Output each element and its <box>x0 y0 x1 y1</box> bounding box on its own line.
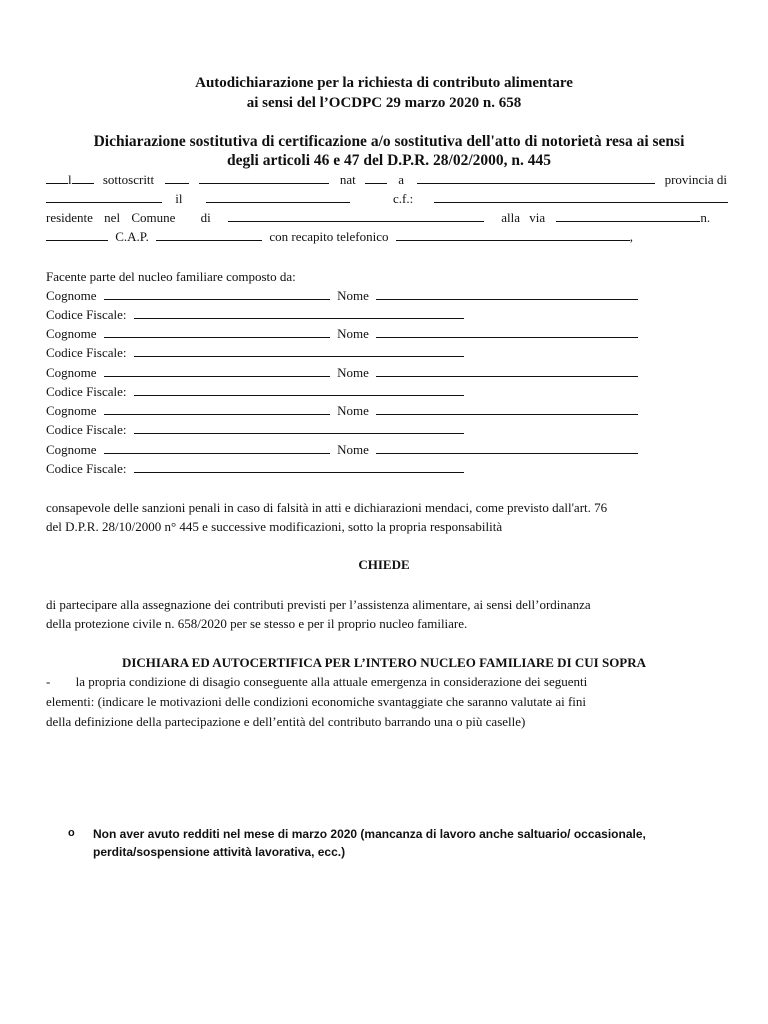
condizione-line3: della definizione della partecipazione e dell’entità del contributo barrando una o più caselle) <box>46 714 526 729</box>
cognome-label: Cognome <box>46 288 97 303</box>
birthdate-field[interactable] <box>206 190 350 203</box>
comune-field[interactable] <box>228 209 484 222</box>
sottoscritt-label: sottoscritt <box>102 172 155 187</box>
checkbox-bullet-icon[interactable]: o <box>68 827 75 839</box>
codice-fiscale-field[interactable] <box>134 460 464 473</box>
nome-label: Nome <box>337 288 369 303</box>
cognome-field[interactable] <box>104 364 330 377</box>
il-label: il <box>175 191 183 206</box>
subtitle-line1: Dichiarazione sostitutiva di certificazione a/o sostitutiva dell'atto di notorietà resa ai sensi <box>93 133 685 150</box>
codice-fiscale-label: Codice Fiscale: <box>46 345 127 360</box>
cap-label: C.A.P. <box>115 229 149 244</box>
residente-label: residente <box>46 210 93 225</box>
codice-fiscale-field[interactable] <box>134 421 464 434</box>
member-row <box>46 441 732 458</box>
codice-fiscale-label: Codice Fiscale: <box>46 461 127 476</box>
cognome-label: Cognome <box>46 403 97 418</box>
form-line-3 <box>46 209 732 226</box>
bullet-line1: Non aver avuto redditi nel mese di marzo 2020 (mancanza di lavoro anche saltuario/ occasionale, <box>93 827 646 841</box>
recapito-label: con recapito telefonico <box>269 229 389 244</box>
nome-field[interactable] <box>376 287 638 300</box>
dichiara-heading: DICHIARA ED AUTOCERTIFICA PER L’INTERO NUCLEO FAMILIARE DI CUI SOPRA <box>121 655 647 670</box>
cognome-field[interactable] <box>104 287 330 300</box>
nat-label: nat <box>339 172 356 187</box>
cognome-label: Cognome <box>46 365 97 380</box>
subtitle-line2: degli articoli 46 e 47 del D.P.R. 28/02/2000, n. 445 <box>226 152 552 169</box>
codice-fiscale-label: Codice Fiscale: <box>46 384 127 399</box>
bullet-option-text <box>93 825 713 861</box>
member-row <box>46 287 732 304</box>
alla-label: alla <box>501 210 521 225</box>
chiede-heading: CHIEDE <box>358 557 410 572</box>
name-field[interactable] <box>199 171 329 184</box>
member-cf-row <box>46 383 732 400</box>
codice-fiscale-field[interactable] <box>134 306 464 319</box>
comune-label: Comune <box>131 210 176 225</box>
form-line-4 <box>46 228 732 245</box>
partecipare-line1: di partecipare alla assegnazione dei contributi previsti per l’assistenza alimentare, ai sensi dell’ordinanza <box>46 597 591 612</box>
n-label: n. <box>700 210 711 225</box>
member-row <box>46 325 732 342</box>
member-cf-row <box>46 344 732 361</box>
codice-fiscale-field[interactable] <box>134 383 464 396</box>
nome-label: Nome <box>337 403 369 418</box>
cognome-label: Cognome <box>46 326 97 341</box>
nome-field[interactable] <box>376 364 638 377</box>
condizione-line1 <box>46 673 732 690</box>
nome-label: Nome <box>337 365 369 380</box>
bullet-line2: perdita/sospensione attività lavorativa, ecc.) <box>93 845 346 859</box>
form-line-1 <box>46 171 732 188</box>
provincia-label: provincia di <box>664 172 728 187</box>
condizione-line2: elementi: (indicare le motivazioni delle condizioni economiche svantaggiate che saranno valutate ai fini <box>46 694 587 709</box>
document-title-line1: Autodichiarazione per la richiesta di contributo alimentare <box>195 75 573 91</box>
codice-fiscale-label: Codice Fiscale: <box>46 422 127 437</box>
condizione-text: la propria condizione di disagio conseguente alla attuale emergenza in considerazione dei seguenti <box>75 674 588 689</box>
comma: , <box>629 229 633 244</box>
l-label: l <box>68 172 72 187</box>
member-row <box>46 364 732 381</box>
cognome-label: Cognome <box>46 442 97 457</box>
nome-field[interactable] <box>376 441 638 454</box>
nome-field[interactable] <box>376 325 638 338</box>
document-title-line2: ai sensi del l’OCDPC 29 marzo 2020 n. 658 <box>246 95 522 111</box>
blank-field[interactable] <box>165 171 189 184</box>
nel-label: nel <box>104 210 121 225</box>
cap-field[interactable] <box>156 228 262 241</box>
member-cf-row <box>46 306 732 323</box>
nome-field[interactable] <box>376 402 638 415</box>
cognome-field[interactable] <box>104 441 330 454</box>
partecipare-line2: della protezione civile n. 658/2020 per se stesso e per il proprio nucleo familiare. <box>46 616 468 631</box>
civic-number-field[interactable] <box>46 228 108 241</box>
province-field[interactable] <box>46 190 162 203</box>
consapevole-line2: del D.P.R. 28/10/2000 n° 445 e successive modificazioni, sotto la propria responsabilità <box>46 519 503 534</box>
member-cf-row <box>46 460 732 477</box>
di-label: di <box>200 210 211 225</box>
consapevole-line1: consapevole delle sanzioni penali in caso di falsità in atti e dichiarazioni mendaci, come previsto dall'art. 76 <box>46 500 608 515</box>
blank-field[interactable] <box>46 171 68 184</box>
a-label: a <box>398 172 405 187</box>
cf-label: c.f.: <box>392 191 414 206</box>
blank-field[interactable] <box>72 171 94 184</box>
cognome-field[interactable] <box>104 325 330 338</box>
member-cf-row <box>46 421 732 438</box>
codice-fiscale-field[interactable] <box>434 190 728 203</box>
codice-fiscale-field[interactable] <box>134 344 464 357</box>
birthplace-field[interactable] <box>417 171 655 184</box>
dash: - <box>46 674 51 689</box>
blank-field[interactable] <box>365 171 387 184</box>
phone-field[interactable] <box>396 228 630 241</box>
nome-label: Nome <box>337 442 369 457</box>
nucleo-intro: Facente parte del nucleo familiare composto da: <box>46 269 296 284</box>
member-row <box>46 402 732 419</box>
via-label: via <box>529 210 546 225</box>
codice-fiscale-label: Codice Fiscale: <box>46 307 127 322</box>
cognome-field[interactable] <box>104 402 330 415</box>
via-field[interactable] <box>556 209 700 222</box>
nome-label: Nome <box>337 326 369 341</box>
form-line-2 <box>46 190 732 207</box>
